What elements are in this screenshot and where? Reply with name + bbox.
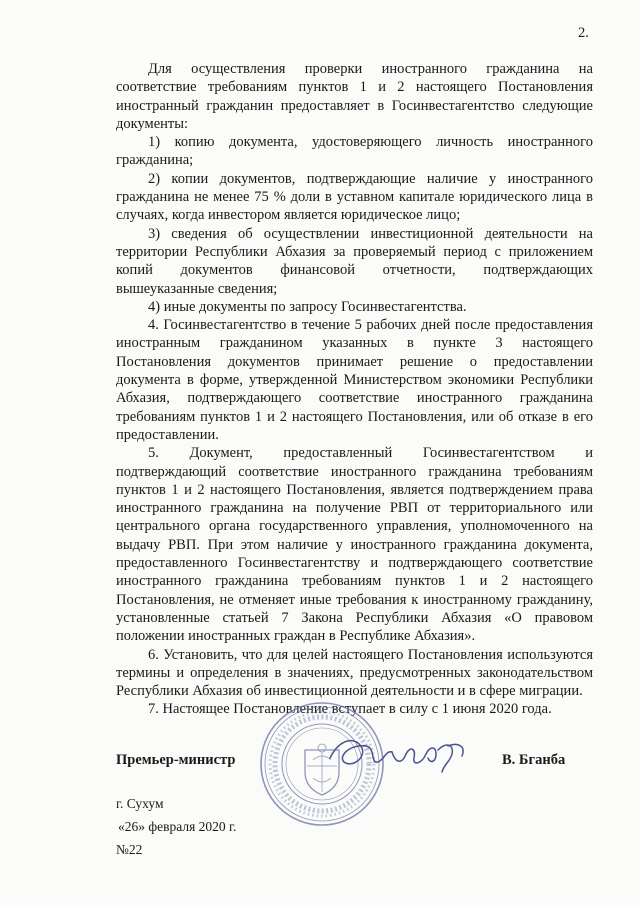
signature-icon	[326, 728, 476, 778]
paragraph-intro: Для осуществления проверки иностранного гражданина на соответствие требованиям пунктов 1 и 2 настоящего Постановления иностранный гражданин предоставляет в Госинвестагентство следующие документы:	[116, 61, 593, 132]
signatory-name: В. Бганба	[502, 752, 566, 768]
footer-date: «26» февраля 2020 г.	[118, 819, 237, 834]
footer-city: г. Сухум	[116, 796, 164, 811]
signatory-title: Премьер-министр	[116, 752, 236, 768]
paragraph-item-1: 1) копию документа, удостоверяющего личность иностранного гражданина;	[116, 134, 593, 169]
document-body	[116, 60, 593, 719]
footer-number: №22	[116, 842, 143, 857]
paragraph-clause-5: 5. Документ, предоставленный Госинвестагентством и подтверждающий соответствие иностранного гражданина требованиям пунктов 1 и 2 настоящего Постановления, является подтверждением права иностранного гражданина на получение РВП от территориального или центрального органа государственного управления, уполномоченного на выдачу РВП. При этом наличие у иностранного гражданина документа, предоставленного Госинвестагентству и подтверждающего соответствие иностранного гражданина требованиям пунктов 1 и 2 настоящего Постановления, не отменяет иные требования к иностранному гражданину, установленные статьей 7 Закона Республики Абхазия «О правовом положении иностранных граждан в Республике Абхазия».	[116, 445, 593, 645]
paragraph-item-3: 3) сведения об осуществлении инвестиционной деятельности на территории Республики Абхазия за проверяемый период с приложением копий документов финансовой отчетности, подтверждающих вышеуказанные сведения;	[116, 225, 593, 297]
paragraph-clause-4: 4. Госинвестагентство в течение 5 рабочих дней после предоставления иностранным гражданином указанных в пункте 3 настоящего Постановления документов принимает решение о предоставлении документа в форме, утвержденной Министерством экономики Республики Абхазия, подтверждающего соответствие иностранного гражданина требованиям пунктов 1 и 2 настоящего Постановления, или об отказе в его предоставлении.	[116, 317, 593, 443]
paragraph-item-2: 2) копии документов, подтверждающие наличие у иностранного гражданина не менее 75 % доли в уставном капитале юридического лица в случаях, когда инвестором является юридическое лицо;	[116, 170, 593, 224]
paragraph-clause-7: 7. Настоящее Постановление вступает в силу с 1 июня 2020 года.	[148, 701, 552, 718]
page-number: 2.	[578, 25, 589, 41]
paragraph-item-4: 4) иные документы по запросу Госинвестагентства.	[148, 298, 467, 315]
paragraph-clause-6: 6. Установить, что для целей настоящего Постановления используются термины и определения в значениях, предусмотренных законодательством Республики Абхазия об инвестиционной деятельности и в сфере миграции.	[116, 646, 593, 700]
